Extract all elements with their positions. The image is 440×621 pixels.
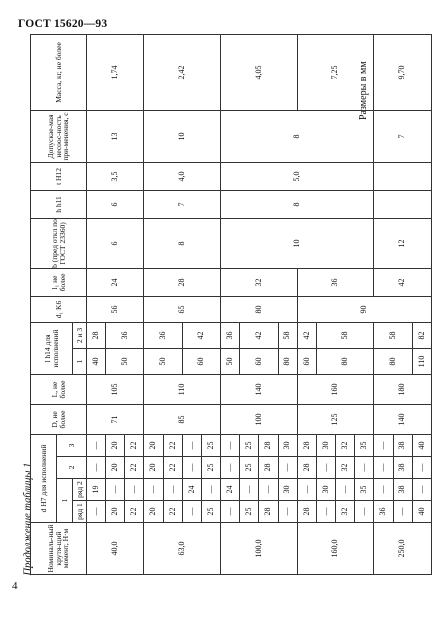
cell-r1: — xyxy=(393,501,412,523)
cell-r1: 22 xyxy=(125,501,144,523)
cell-l1max: 24 xyxy=(87,268,144,296)
cell-mass: 7,25 xyxy=(297,34,374,110)
cell-r2: — xyxy=(259,479,278,501)
cell-t: 5,0 xyxy=(221,162,374,190)
cell-e2: 28 xyxy=(297,457,316,479)
cell-l1: 60 xyxy=(240,349,278,375)
cell-L: 180 xyxy=(374,375,432,405)
cell-r2: — xyxy=(412,479,431,501)
cell-r1: 25 xyxy=(201,501,220,523)
cell-b: 12 xyxy=(374,218,432,268)
cell-l23: 36 xyxy=(144,322,182,348)
cell-b: 6 xyxy=(87,218,144,268)
cell-e2: — xyxy=(87,457,106,479)
cell-D: 125 xyxy=(297,405,374,435)
cell-r1: 28 xyxy=(259,501,278,523)
cell-e2: 38 xyxy=(393,457,412,479)
cell-r2: 38 xyxy=(393,479,412,501)
cell-l23: 58 xyxy=(374,322,412,348)
cell-r1: 40 xyxy=(412,501,431,523)
cell-D: 85 xyxy=(144,405,221,435)
cell-h: 6 xyxy=(87,190,144,218)
cell-e3: — xyxy=(87,435,106,457)
cell-e2: — xyxy=(374,457,393,479)
col-l1max: l₁ не более xyxy=(31,268,87,296)
cell-r1: 22 xyxy=(163,501,182,523)
cell-e3: 25 xyxy=(240,435,259,457)
cell-r1: 36 xyxy=(374,501,393,523)
col-h: h h11 xyxy=(31,190,87,218)
cell-e3: 35 xyxy=(355,435,374,457)
cell-mis: 7 xyxy=(374,110,432,162)
cell-r1: 25 xyxy=(240,501,259,523)
cell-b: 8 xyxy=(144,218,221,268)
cell-d1: 80 xyxy=(221,296,298,322)
cell-mass: 2,42 xyxy=(144,34,221,110)
cell-l23: 58 xyxy=(316,322,373,348)
cell-r2: 19 xyxy=(87,479,106,501)
cell-e2: — xyxy=(221,457,240,479)
cell-l23: 58 xyxy=(278,322,297,348)
cell-l1: 60 xyxy=(297,349,316,375)
cell-l23: 42 xyxy=(182,322,220,348)
cell-r2: — xyxy=(163,479,182,501)
cell-r1: — xyxy=(221,501,240,523)
cell-mass: 9,70 xyxy=(374,34,432,110)
cell-l23: 36 xyxy=(221,322,240,348)
cell-t: 3,5 xyxy=(87,162,144,190)
cell-e2: 22 xyxy=(163,457,182,479)
cell-l1: 50 xyxy=(106,349,144,375)
cell-e3: — xyxy=(182,435,201,457)
cell-e3: 30 xyxy=(316,435,335,457)
cell-e2: 22 xyxy=(125,457,144,479)
cell-e2: — xyxy=(278,457,297,479)
cell-l1: 50 xyxy=(221,349,240,375)
cell-D: 71 xyxy=(87,405,144,435)
rotated-table-container xyxy=(30,35,432,575)
cell-r1: — xyxy=(316,501,335,523)
cell-r1: 28 xyxy=(297,501,316,523)
cell-L: 160 xyxy=(297,375,374,405)
cell-l1max: 42 xyxy=(374,268,432,296)
cell-e2: — xyxy=(316,457,335,479)
document-header: ГОСТ 15620—93 xyxy=(18,18,108,30)
cell-e3: 28 xyxy=(259,435,278,457)
cell-e3: 20 xyxy=(106,435,125,457)
cell-t xyxy=(374,162,432,190)
cell-e2: 20 xyxy=(106,457,125,479)
cell-h xyxy=(374,190,432,218)
col-l-exec1: 1 xyxy=(73,349,87,375)
cell-r2: — xyxy=(201,479,220,501)
cell-e2: — xyxy=(412,457,431,479)
cell-h: 8 xyxy=(221,190,374,218)
cell-r2: 24 xyxy=(182,479,201,501)
col-exec3: 3 xyxy=(57,435,87,457)
cell-r1: 20 xyxy=(106,501,125,523)
cell-e2: 25 xyxy=(240,457,259,479)
cell-r1: — xyxy=(182,501,201,523)
cell-r1: — xyxy=(355,501,374,523)
cell-e3: 40 xyxy=(412,435,431,457)
cell-r2: — xyxy=(240,479,259,501)
cell-e2: 28 xyxy=(259,457,278,479)
cell-l1max: 28 xyxy=(144,268,221,296)
cell-r1: 32 xyxy=(336,501,355,523)
cell-e3: 28 xyxy=(297,435,316,457)
cell-r2: — xyxy=(125,479,144,501)
col-misalignment: Допускае-мая несоос-ность при-менения, с xyxy=(31,110,87,162)
cell-r2: — xyxy=(297,479,316,501)
cell-L: 110 xyxy=(144,375,221,405)
cell-r2: — xyxy=(144,479,163,501)
col-d-group: d H7 для исполнений xyxy=(31,435,57,523)
cell-l1max: 36 xyxy=(297,268,374,296)
cell-e3: 25 xyxy=(201,435,220,457)
cell-r2: 24 xyxy=(221,479,240,501)
cell-e3: 32 xyxy=(336,435,355,457)
cell-mass: 4,05 xyxy=(221,34,298,110)
cell-e3: 22 xyxy=(163,435,182,457)
cell-l23: 36 xyxy=(106,322,144,348)
cell-l23: 42 xyxy=(240,322,278,348)
cell-d1: 90 xyxy=(297,296,431,322)
col-d1: d₁ K6 xyxy=(31,296,87,322)
cell-L: 140 xyxy=(221,375,298,405)
cell-b: 10 xyxy=(221,218,374,268)
cell-e3: — xyxy=(221,435,240,457)
cell-torque: 160,0 xyxy=(297,523,374,575)
col-exec1: 1 xyxy=(57,479,73,523)
cell-e3: 22 xyxy=(125,435,144,457)
cell-e3: 30 xyxy=(278,435,297,457)
cell-mis: 8 xyxy=(221,110,374,162)
cell-e2: — xyxy=(182,457,201,479)
cell-e3: 20 xyxy=(144,435,163,457)
cell-r2: — xyxy=(336,479,355,501)
cell-e2: — xyxy=(355,457,374,479)
cell-l1: 50 xyxy=(144,349,182,375)
cell-r2: 35 xyxy=(355,479,374,501)
cell-l1: 60 xyxy=(182,349,220,375)
cell-l1: 80 xyxy=(316,349,373,375)
cell-l23: 82 xyxy=(412,322,431,348)
cell-r1: 20 xyxy=(144,501,163,523)
cell-l1max: 32 xyxy=(221,268,298,296)
col-exec2: 2 xyxy=(57,457,87,479)
col-l-exec23: 2 и 3 xyxy=(73,322,87,348)
col-D: D, не более xyxy=(31,405,87,435)
col-t: t H12 xyxy=(31,162,87,190)
col-torque: Номиналь-ный крутя-щий момент, Н·м xyxy=(31,523,87,575)
cell-l23: 42 xyxy=(297,322,316,348)
col-mass: Масса, кг, не более xyxy=(31,34,87,110)
cell-e2: 32 xyxy=(336,457,355,479)
col-L: L, не более xyxy=(31,375,87,405)
cell-e2: 25 xyxy=(201,457,220,479)
cell-l1: 80 xyxy=(374,349,412,375)
cell-d1: 56 xyxy=(87,296,144,322)
col-b: b (пред откл по ГОСТ 23360) xyxy=(31,218,87,268)
cell-e2: 20 xyxy=(144,457,163,479)
cell-e3: — xyxy=(374,435,393,457)
cell-torque: 40,0 xyxy=(87,523,144,575)
table-caption: Продолжение таблицы 1 xyxy=(22,462,34,576)
cell-r2: 30 xyxy=(278,479,297,501)
cell-r1: — xyxy=(278,501,297,523)
cell-r2: 30 xyxy=(316,479,335,501)
col-l-group: l h14 для исполнений xyxy=(31,322,73,374)
cell-d1: 65 xyxy=(144,296,221,322)
dimensions-table xyxy=(30,34,432,575)
cell-l1: 110 xyxy=(412,349,431,375)
cell-D: 140 xyxy=(374,405,432,435)
cell-l23: 28 xyxy=(87,322,106,348)
cell-mass: 1,74 xyxy=(87,34,144,110)
cell-D: 100 xyxy=(221,405,298,435)
cell-mis: 13 xyxy=(87,110,144,162)
cell-torque: 250,0 xyxy=(374,523,432,575)
page-number: 4 xyxy=(12,580,18,592)
cell-t: 4,0 xyxy=(144,162,221,190)
cell-h: 7 xyxy=(144,190,221,218)
col-row2: ряд 2 xyxy=(73,479,87,501)
col-row1: ряд 1 xyxy=(73,501,87,523)
cell-r2: — xyxy=(106,479,125,501)
units-note: Размеры в мм xyxy=(358,61,369,120)
cell-mis: 10 xyxy=(144,110,221,162)
cell-torque: 63,0 xyxy=(144,523,221,575)
cell-l1: 80 xyxy=(278,349,297,375)
cell-e3: 38 xyxy=(393,435,412,457)
cell-r1: — xyxy=(87,501,106,523)
cell-L: 105 xyxy=(87,375,144,405)
cell-l1: 40 xyxy=(87,349,106,375)
cell-r2: — xyxy=(374,479,393,501)
cell-torque: 100,0 xyxy=(221,523,298,575)
